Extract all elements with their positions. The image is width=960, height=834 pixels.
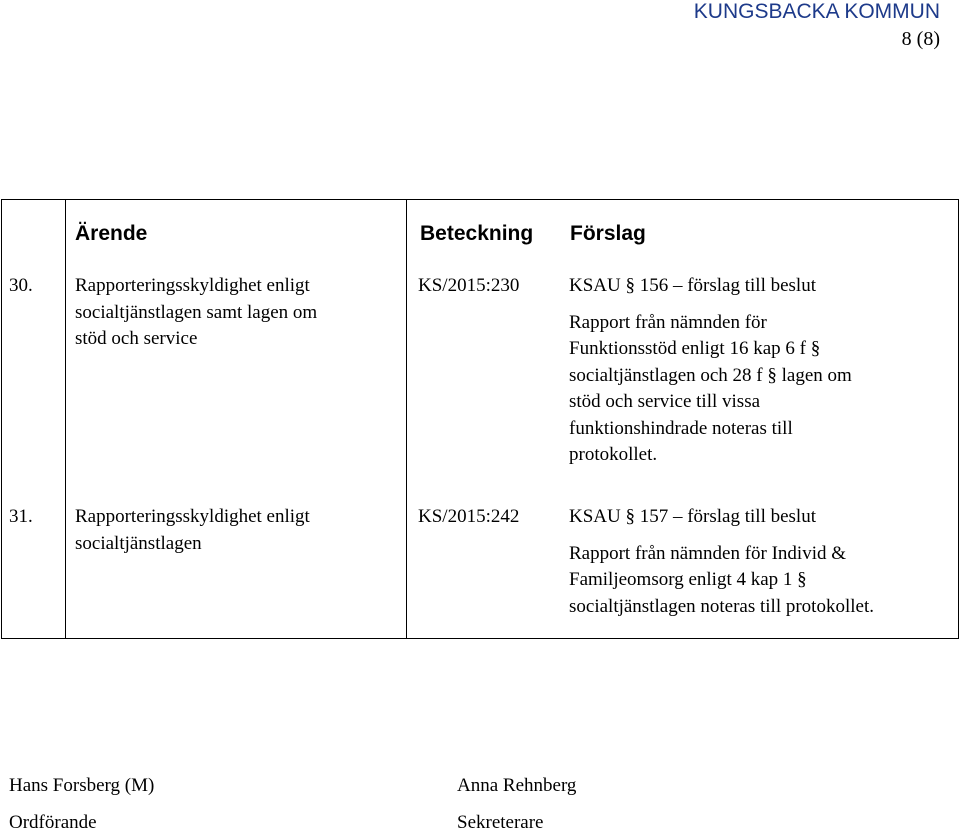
page-number: 8 (8) <box>901 28 940 50</box>
proposal-line: stöd och service till vissa <box>569 391 761 412</box>
signature-secretary-role: Sekreterare <box>457 812 544 833</box>
proposal-line: Rapport från nämnden för <box>569 311 767 333</box>
subject-line: socialtjänstlagen <box>75 532 202 554</box>
row-subject <box>75 504 310 557</box>
row-number: 31. <box>9 506 33 527</box>
proposal-line: socialtjänstlagen och 28 f § lagen om <box>569 364 852 386</box>
row-proposal <box>569 273 852 469</box>
row-subject <box>75 273 317 353</box>
proposal-heading: KSAU § 156 – förslag till beslut <box>569 275 816 296</box>
subject-line: stöd och service <box>75 328 198 349</box>
column-header-reference: Beteckning <box>420 222 534 245</box>
subject-line: Rapporteringsskyldighet enligt <box>75 506 310 527</box>
column-divider <box>65 200 66 638</box>
column-header-subject: Ärende <box>75 222 148 245</box>
row-proposal <box>569 504 874 620</box>
proposal-heading: KSAU § 157 – förslag till beslut <box>569 506 816 527</box>
organization-name: KUNGSBACKA KOMMUN <box>693 0 940 23</box>
row-number: 30. <box>9 275 33 296</box>
column-divider <box>406 200 407 638</box>
subject-line: Rapporteringsskyldighet enligt <box>75 275 310 296</box>
signature-chair-name: Hans Forsberg (M) <box>9 775 155 796</box>
proposal-line: funktionshindrade noteras till <box>569 417 793 439</box>
row-reference: KS/2015:230 <box>418 275 520 296</box>
proposal-line: socialtjänstlagen noteras till protokollet. <box>569 595 874 617</box>
proposal-line: protokollet. <box>569 444 658 465</box>
row-reference: KS/2015:242 <box>418 506 520 527</box>
proposal-line: Familjeomsorg enligt 4 kap 1 § <box>569 569 807 590</box>
column-header-proposal: Förslag <box>570 222 646 245</box>
proposal-line: Funktionsstöd enligt 16 kap 6 f § <box>569 338 821 359</box>
subject-line: socialtjänstlagen samt lagen om <box>75 301 318 323</box>
signature-chair-role: Ordförande <box>9 812 97 833</box>
proposal-line: Rapport från nämnden för Individ & <box>569 542 847 564</box>
signature-secretary-name: Anna Rehnberg <box>457 775 577 796</box>
